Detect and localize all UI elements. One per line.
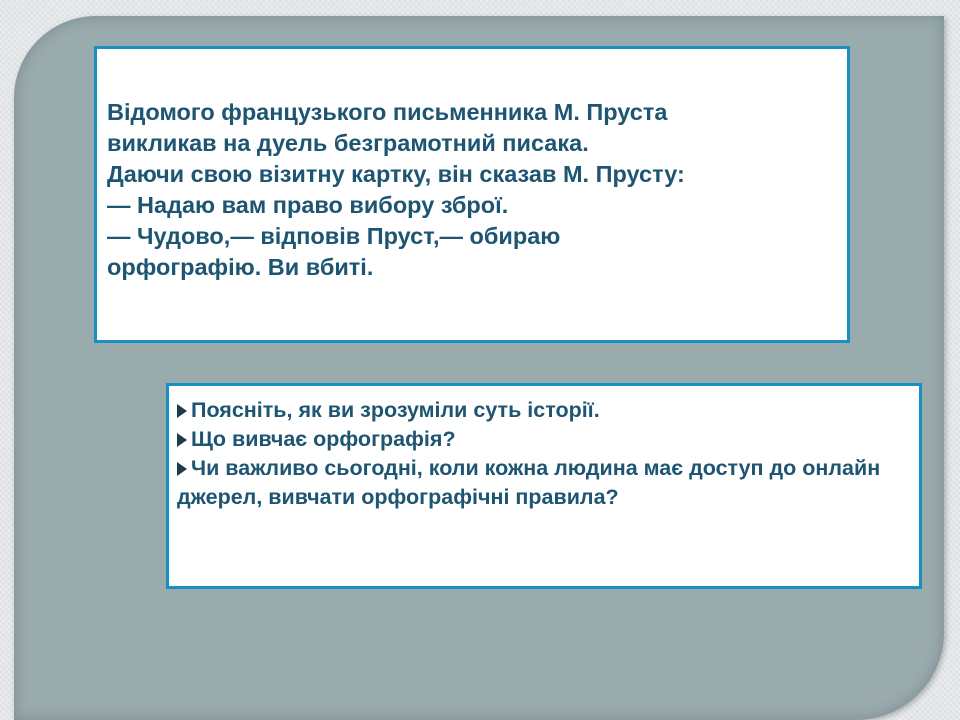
question-item [177,425,913,454]
story-line: — Чудово,— відповів Пруст,— обираю [107,223,561,249]
question-text: Поясніть, як ви зрозуміли суть історії. [191,398,600,422]
question-item [177,396,913,425]
arrowhead-bullet-icon [177,433,187,447]
arrowhead-bullet-icon [177,462,187,476]
story-line: Даючи свою візитну картку, він сказав М. Прусту: [107,161,685,187]
story-line: — Надаю вам право вибору зброї. [107,192,509,218]
arrowhead-bullet-icon [177,404,187,418]
story-line: Відомого французького письменника М. Пруста [107,99,668,125]
question-item [177,454,913,512]
question-text: Що вивчає орфографія? [191,427,456,451]
story-line: орфографію. Ви вбиті. [107,254,374,280]
story-text-box [94,46,850,343]
story-line: викликав на дуель безграмотний писака. [107,130,589,156]
questions-box [166,383,922,589]
question-text: Чи важливо сьогодні, коли кожна людина має доступ до онлайн джерел, вивчати орфографічні правила? [177,456,881,509]
